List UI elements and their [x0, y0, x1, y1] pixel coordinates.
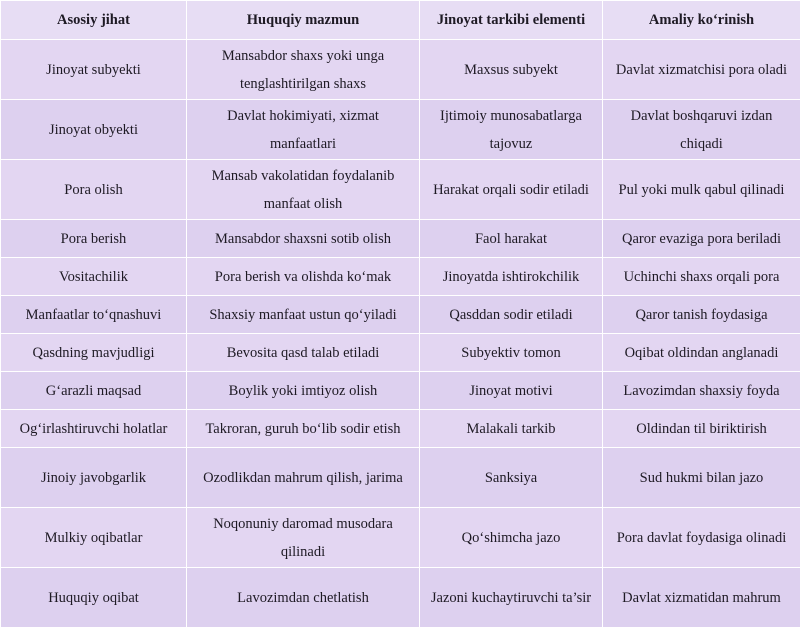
table-cell: Davlat xizmatidan mahrum — [603, 568, 800, 628]
table-cell: Faol harakat — [420, 220, 603, 258]
table-cell: Pora olish — [1, 160, 187, 220]
table-row — [1, 448, 800, 508]
table-cell: Qasdning mavjudligi — [1, 334, 187, 372]
table-cell: Jinoyat subyekti — [1, 40, 187, 100]
table-row — [1, 100, 800, 160]
table-cell: Shaxsiy manfaat ustun qo‘yiladi — [187, 296, 420, 334]
table-cell: Jinoyatda ishtirokchilik — [420, 258, 603, 296]
table-cell: Qaror evaziga pora beriladi — [603, 220, 800, 258]
table-row — [1, 410, 800, 448]
table-row — [1, 40, 800, 100]
table-cell: Mansab vakolatidan foydalanib manfaat olish — [187, 160, 420, 220]
header-aspect: Asosiy jihat — [1, 1, 187, 40]
table-row — [1, 160, 800, 220]
table-cell: Boylik yoki imtiyoz olish — [187, 372, 420, 410]
table-cell: Pora berish — [1, 220, 187, 258]
header-crime-element: Jinoyat tarkibi elementi — [420, 1, 603, 40]
table-cell: Vositachilik — [1, 258, 187, 296]
table-row — [1, 334, 800, 372]
header-row — [1, 1, 800, 40]
table-cell: Bevosita qasd talab etiladi — [187, 334, 420, 372]
table-cell: Lavozimdan chetlatish — [187, 568, 420, 628]
table-cell: Jinoyat obyekti — [1, 100, 187, 160]
table-cell: Sud hukmi bilan jazo — [603, 448, 800, 508]
header-legal-content: Huquqiy mazmun — [187, 1, 420, 40]
table-cell: Davlat hokimiyati, xizmat manfaatlari — [187, 100, 420, 160]
table-cell: Subyektiv tomon — [420, 334, 603, 372]
table-cell: Jinoyat motivi — [420, 372, 603, 410]
table-cell: Qo‘shimcha jazo — [420, 508, 603, 568]
table-cell: Sanksiya — [420, 448, 603, 508]
header-practical-form: Amaliy ko‘rinish — [603, 1, 800, 40]
table-cell: Davlat xizmatchisi pora oladi — [603, 40, 800, 100]
table-cell: G‘arazli maqsad — [1, 372, 187, 410]
table-cell: Malakali tarkib — [420, 410, 603, 448]
table-cell: Oldindan til biriktirish — [603, 410, 800, 448]
table-cell: Noqonuniy daromad musodara qilinadi — [187, 508, 420, 568]
table-cell: Takroran, guruh bo‘lib sodir etish — [187, 410, 420, 448]
table-cell: Oqibat oldindan anglanadi — [603, 334, 800, 372]
table-cell: Davlat boshqaruvi izdan chiqadi — [603, 100, 800, 160]
table-cell: Harakat orqali sodir etiladi — [420, 160, 603, 220]
table-cell: Manfaatlar to‘qnashuvi — [1, 296, 187, 334]
table-cell: Lavozimdan shaxsiy foyda — [603, 372, 800, 410]
table-cell: Jinoiy javobgarlik — [1, 448, 187, 508]
table-row — [1, 508, 800, 568]
table-cell: Maxsus subyekt — [420, 40, 603, 100]
table-cell: Pora davlat foydasiga olinadi — [603, 508, 800, 568]
table-cell: Mulkiy oqibatlar — [1, 508, 187, 568]
table-row — [1, 372, 800, 410]
table-cell: Jazoni kuchaytiruvchi ta’sir — [420, 568, 603, 628]
table-body — [1, 40, 800, 628]
table-row — [1, 296, 800, 334]
table-cell: Pora berish va olishda ko‘mak — [187, 258, 420, 296]
table-row — [1, 220, 800, 258]
table-row — [1, 258, 800, 296]
table-cell: Pul yoki mulk qabul qilinadi — [603, 160, 800, 220]
table-cell: Huquqiy oqibat — [1, 568, 187, 628]
table-cell: Mansabdor shaxsni sotib olish — [187, 220, 420, 258]
table-row — [1, 568, 800, 628]
table-cell: Mansabdor shaxs yoki unga tenglashtirilgan shaxs — [187, 40, 420, 100]
table-cell: Uchinchi shaxs orqali pora — [603, 258, 800, 296]
table-cell: Og‘irlashtiruvchi holatlar — [1, 410, 187, 448]
table-header — [1, 1, 800, 40]
table-cell: Ijtimoiy munosabatlarga tajovuz — [420, 100, 603, 160]
table-cell: Ozodlikdan mahrum qilish, jarima — [187, 448, 420, 508]
table-cell: Qaror tanish foydasiga — [603, 296, 800, 334]
table-cell: Qasddan sodir etiladi — [420, 296, 603, 334]
